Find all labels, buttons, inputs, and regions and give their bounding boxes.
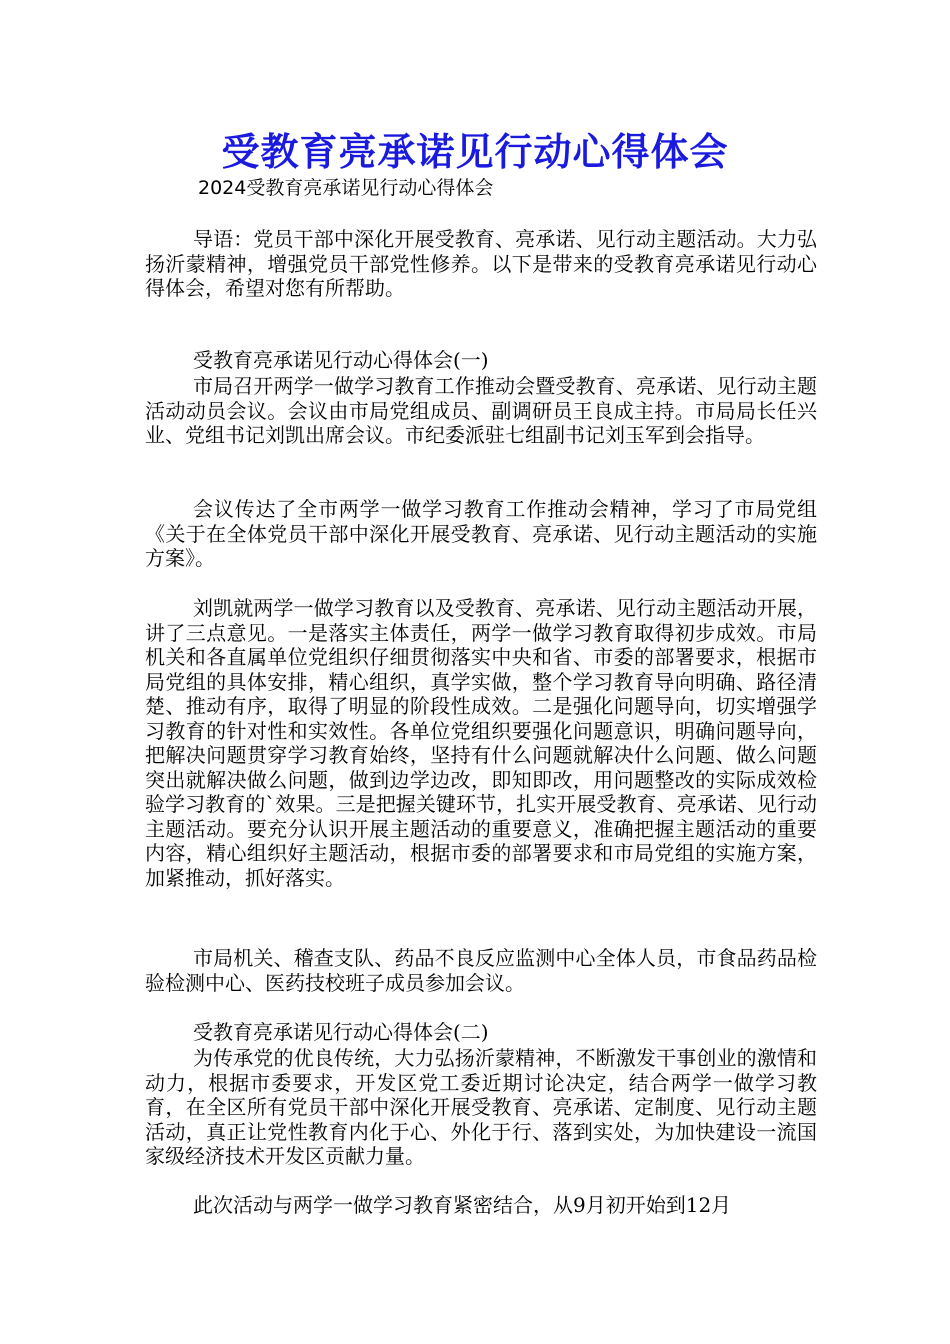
section1-paragraph-2: 会议传达了全市两学一做学习教育工作推动会精神，学习了市局党组《关于在全体党员干部中深化开展受教育、亮承诺、见行动主题活动的实施方案》。 (145, 497, 817, 570)
section1-paragraph-4: 市局机关、稽查支队、药品不良反应监测中心全体人员，市食品药品检验检测中心、医药技校班子成员参加会议。 (145, 946, 817, 995)
section1-heading: 受教育亮承诺见行动心得体会(一) (193, 348, 489, 372)
section2-paragraph-1: 为传承党的优良传统，大力弘扬沂蒙精神，不断激发干事创业的激情和动力，根据市委要求，开发区党工委近期讨论决定，结合两学一做学习教育，在全区所有党员干部中深化开展受教育、亮承诺、定制度、见行动主题活动，真正让党性教育内化于心、外化于行、落到实处，为加快建设一流国家级经济技术开发区贡献力量。 (145, 1046, 817, 1168)
section2-heading: 受教育亮承诺见行动心得体会(二) (193, 1020, 489, 1044)
section1-paragraph-3: 刘凯就两学一做学习教育以及受教育、亮承诺、见行动主题活动开展，讲了三点意见。一是落实主体责任，两学一做学习教育取得初步成效。市局机关和各直属单位党组织仔细贯彻落实中央和省、市委的部署要求，根据市局党组的具体安排，精心组织，真学实做，整个学习教育导向明确、路径清楚、推动有序，取得了明显的阶段性成效。二是强化问题导向，切实增强学习教育的针对性和实效性。各单位党组织要强化问题意识，明确问题导向，把解决问题贯穿学习教育始终，坚持有什么问题就解决什么问题、做么问题突出就解决做么问题，做到边学边改，即知即改，用问题整改的实际成效检验学习教育的`效果。三是把握关键环节，扎实开展受教育、亮承诺、见行动主题活动。要充分认识开展主题活动的重要意义，准确把握主题活动的重要内容，精心组织好主题活动，根据市委的部署要求和市局党组的实施方案，加紧推动，抓好落实。 (145, 596, 817, 890)
section1-paragraph-1: 市局召开两学一做学习教育工作推动会暨受教育、亮承诺、见行动主题活动动员会议。会议由市局党组成员、副调研员王良成主持。市局局长任兴业、党组书记刘凯出席会议。市纪委派驻七组副书记刘玉军到会指导。 (145, 374, 817, 447)
document-subtitle: 2024受教育亮承诺见行动心得体会 (198, 177, 494, 199)
section2-paragraph-2: 此次活动与两学一做学习教育紧密结合，从9月初开始到12月 (193, 1193, 732, 1217)
intro-paragraph: 导语：党员干部中深化开展受教育、亮承诺、见行动主题活动。大力弘扬沂蒙精神，增强党员干部党性修养。以下是带来的受教育亮承诺见行动心得体会，希望对您有所帮助。 (145, 227, 817, 300)
document-title: 受教育亮承诺见行动心得体会 (221, 129, 729, 174)
